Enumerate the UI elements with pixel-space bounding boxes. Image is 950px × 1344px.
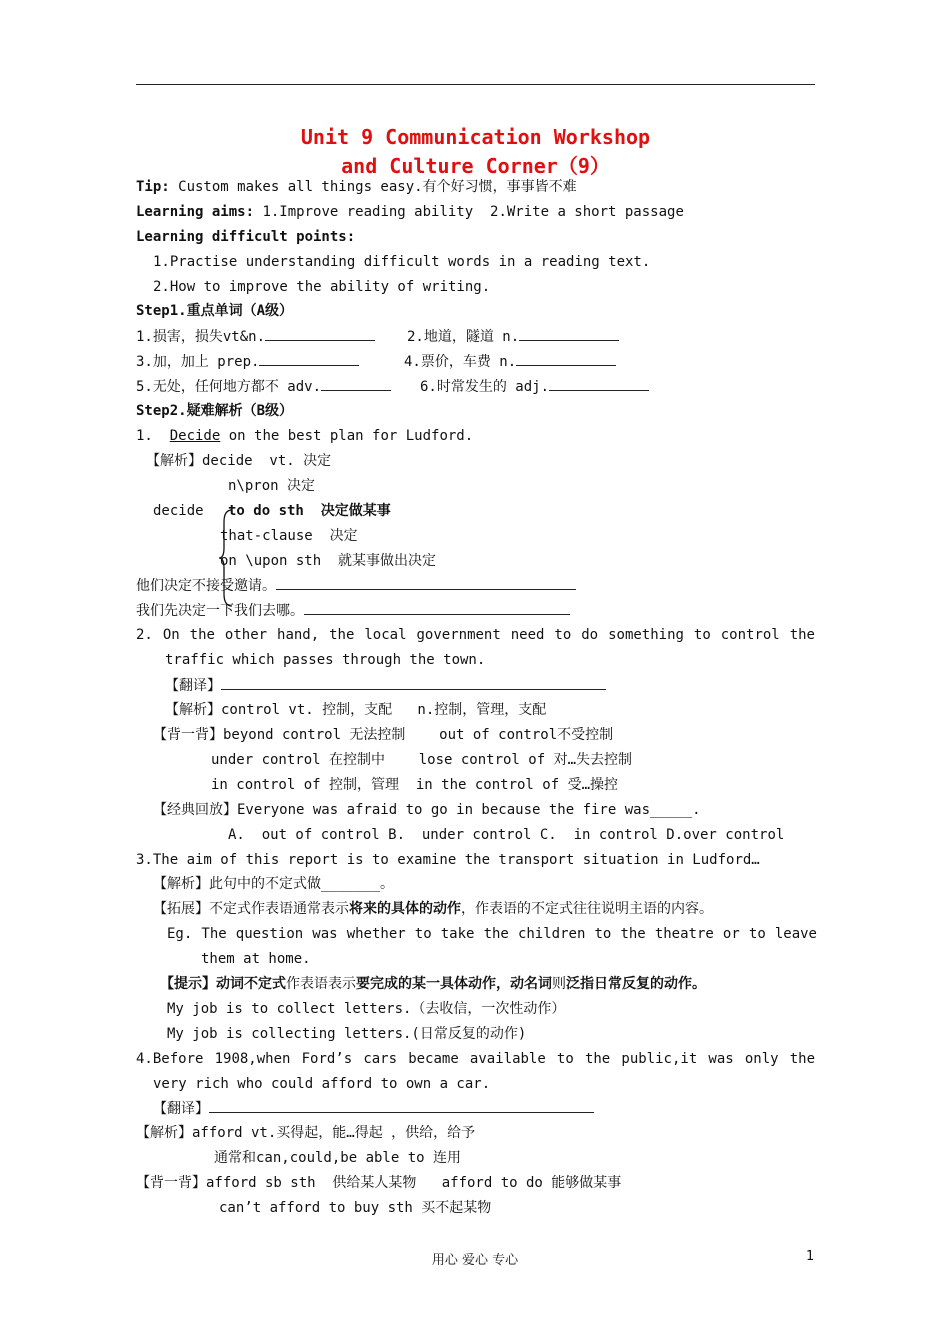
answer-blank[interactable]	[276, 575, 576, 590]
step2-heading: Step2.疑难解析（B级）	[136, 403, 294, 419]
step1-heading: Step1.重点单词（A级）	[136, 303, 294, 319]
page-title-line2: and Culture Corner（9）	[341, 154, 610, 178]
page-number: 1	[806, 1249, 815, 1264]
memo-2-line-1: 【背一背】beyond control 无法控制 out of control不受控制	[153, 727, 614, 743]
extension-text-a: 【拓展】不定式作表语通常表示	[153, 901, 349, 917]
hint-text-c: 作表语表示	[286, 976, 356, 992]
decide-option-1: n\pron 决定	[228, 478, 316, 494]
vocab-1	[136, 326, 375, 347]
sentence-3-extension	[153, 899, 713, 919]
answer-blank[interactable]	[259, 351, 359, 366]
sentence-1-keyword: Decide	[169, 428, 221, 444]
vocab-3	[136, 351, 359, 372]
vocab-4	[404, 351, 616, 372]
vocab-5	[136, 376, 391, 397]
vocab-5-text: 5.无处，任何地方都不 adv.	[136, 379, 322, 395]
hint-text-d: 要完成的某一具体动作，动名词	[356, 976, 552, 992]
sentence-3-line-1: 3.The aim of this report is to examine the transport situation in Ludford…	[136, 852, 760, 868]
memo-4-line-2: can’t afford to buy sth 买不起某物	[219, 1200, 492, 1216]
example-line-1: Eg. The question was whether to take the children to the theatre or to leave	[167, 926, 817, 942]
hint-text-f: 泛指日常反复的动作。	[566, 976, 706, 992]
hint-text-e: 则	[552, 976, 566, 992]
answer-blank[interactable]	[321, 376, 391, 391]
translate-item-2	[136, 600, 570, 621]
page-title-line1: Unit 9 Communication Workshop	[300, 125, 651, 149]
answer-blank[interactable]	[209, 1098, 594, 1113]
job-example-2: My job is collecting letters.(日常反复的动作)	[167, 1026, 527, 1042]
vocab-2-text: 2.地道，隧道 n.	[407, 329, 520, 345]
hint-label: 【提示】	[160, 976, 216, 992]
answer-blank[interactable]	[549, 376, 649, 391]
sentence-4-line-2: very rich who could afford to own a car.	[153, 1076, 491, 1092]
extension-text-bold: 将来的具体的动作	[349, 901, 461, 917]
aims-label: Learning aims:	[136, 204, 255, 220]
classic-options: A. out of control B. under control C. in control D.over control	[228, 827, 785, 843]
hint-text-b: 动词不定式	[216, 976, 286, 992]
sentence-2-translate	[165, 675, 606, 696]
vocab-2	[407, 326, 619, 347]
decide-option-3: that-clause 决定	[220, 528, 358, 544]
translate-label: 【翻译】	[165, 678, 221, 694]
answer-blank[interactable]	[519, 326, 619, 341]
hint-line	[160, 974, 706, 994]
sentence-1	[136, 426, 473, 446]
aims-line	[136, 202, 684, 222]
tip-text: Custom makes all things easy.有个好习惯，事事皆不难	[169, 179, 577, 195]
sentence-1-number: 1.	[136, 428, 170, 444]
vocab-6-text: 6.时常发生的 adj.	[420, 379, 550, 395]
classic-question: 【经典回放】Everyone was afraid to go in because the fire was_____.	[153, 802, 701, 818]
sentence-4-usage: 通常和can,could,be able to 连用	[214, 1150, 462, 1166]
tip-label: Tip:	[136, 179, 170, 195]
vocab-6	[420, 376, 649, 397]
memo-4-line-1: 【背一背】afford sb sth 供给某人某物 afford to do 能够做某事	[136, 1175, 622, 1191]
sentence-1-text: on the best plan for Ludford.	[220, 428, 474, 444]
aims-text: 1.Improve reading ability 2.Write a short passage	[254, 204, 684, 220]
decide-word: decide	[153, 503, 204, 519]
answer-blank[interactable]	[221, 675, 606, 690]
vocab-4-text: 4.票价，车费 n.	[404, 354, 517, 370]
answer-blank[interactable]	[265, 326, 375, 341]
decide-option-2: to do sth 决定做某事	[228, 503, 391, 519]
sentence-4-line-1: 4.Before 1908,when Ford’s cars became available to the public,it was only the	[136, 1051, 815, 1067]
memo-2-line-2: under control 在控制中 lose control of 对…失去控制	[211, 752, 633, 768]
translate-item-1-text: 他们决定不接受邀请。	[136, 578, 276, 594]
translate-item-2-text: 我们先决定一下我们去哪。	[136, 603, 304, 619]
sentence-1-analysis: 【解析】decide vt. 决定	[146, 453, 332, 469]
difficult-point-1: 1.Practise understanding difficult words in a reading text.	[153, 254, 651, 270]
page-footer: 用心 爱心 专心	[431, 1253, 519, 1268]
sentence-4-translate	[153, 1098, 594, 1119]
sentence-2-analysis: 【解析】control vt. 控制，支配 n.控制，管理，支配	[165, 702, 547, 718]
sentence-2-line-2: traffic which passes through the town.	[165, 652, 486, 668]
vocab-3-text: 3.加，加上 prep.	[136, 354, 260, 370]
translate-label: 【翻译】	[153, 1101, 209, 1117]
decide-option-4: on \upon sth 就某事做出决定	[220, 553, 437, 569]
example-line-2: them at home.	[201, 951, 311, 967]
difficult-point-2: 2.How to improve the ability of writing.	[153, 279, 491, 295]
translate-item-1	[136, 575, 576, 596]
difficult-label: Learning difficult points:	[136, 229, 356, 245]
sentence-3-analysis: 【解析】此句中的不定式做_______。	[153, 876, 395, 892]
memo-2-line-3: in control of 控制，管理 in the control of 受…操控	[211, 777, 619, 793]
answer-blank[interactable]	[516, 351, 616, 366]
answer-blank[interactable]	[304, 600, 570, 615]
extension-text-c: ，作表语的不定式往往说明主语的内容。	[461, 901, 713, 917]
sentence-2-line-1: 2. On the other hand, the local government need to do something to control the	[136, 627, 815, 643]
job-example-1: My job is to collect letters.（去收信，一次性动作）	[167, 1001, 566, 1017]
vocab-1-text: 1.损害，损失vt&n.	[136, 329, 266, 345]
header-rule	[136, 84, 815, 85]
tip-line	[136, 177, 577, 197]
sentence-4-analysis: 【解析】afford vt.买得起，能…得起 ，供给，给予	[136, 1125, 476, 1141]
